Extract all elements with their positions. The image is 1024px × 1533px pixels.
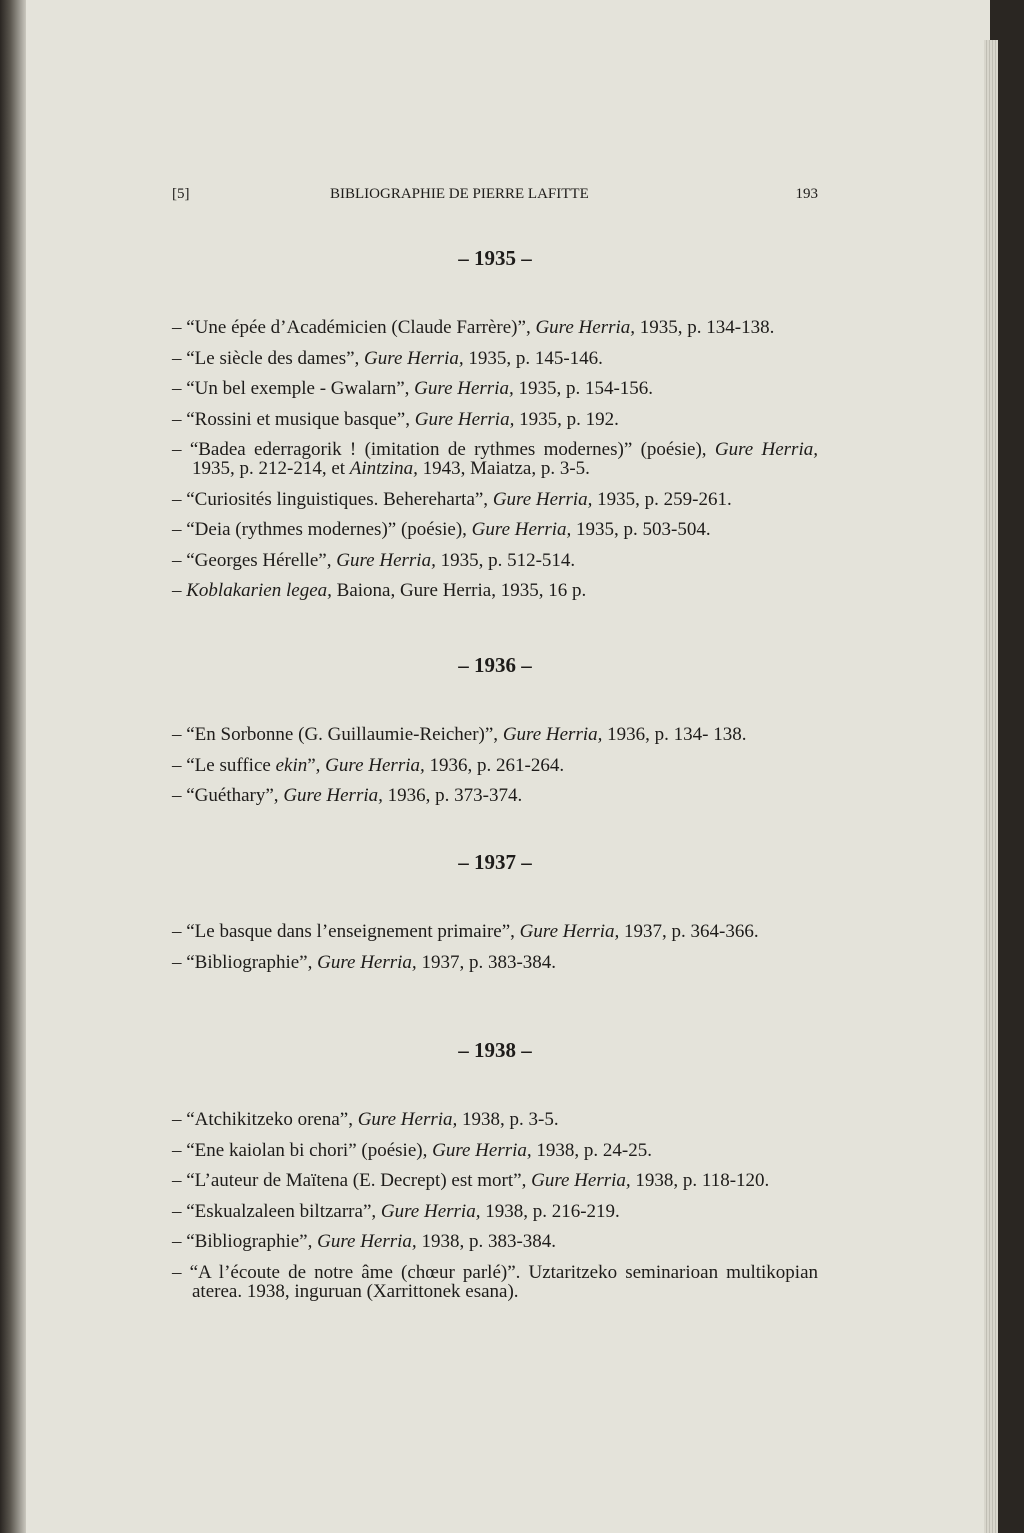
entry-text: – “Le siècle des dames”, (172, 347, 365, 369)
entry-text: 1936, p. 373-374. (382, 785, 523, 806)
entry-text: 1935, p. 259-261. (592, 488, 732, 510)
bibliography-entry (172, 1263, 818, 1301)
entry-italic-text: Gure Herria, (531, 1170, 631, 1191)
entry-italic-text: Koblakarien legea, (186, 580, 332, 601)
bibliography-entry (172, 725, 818, 744)
entry-text: 1938, p. 118-120. (630, 1170, 770, 1191)
entry-italic-text: Gure Herria, (432, 1139, 532, 1161)
bibliography-entry (172, 318, 818, 337)
entry-text: – “Une épée d’Académicien (Claude Farrère)”, (172, 317, 536, 338)
year-heading: – 1935 – (458, 246, 532, 270)
entry-italic-text: Aintzina, (349, 458, 418, 479)
section-1936 (172, 653, 818, 817)
section-1938 (172, 1038, 818, 1312)
entry-text: – “Curiosités linguistiques. Behereharta”, (172, 488, 493, 510)
entry-text: – “Atchikitzeko orena”, (172, 1109, 358, 1130)
entry-italic-text: Gure Herria, (535, 317, 636, 338)
entry-italic-text: Gure Herria, (336, 549, 436, 571)
entry-italic-text: Gure Herria, (714, 439, 818, 460)
bibliography-entry (172, 1110, 818, 1129)
entry-text: – “Guéthary”, (172, 785, 284, 806)
bibliography-entry (172, 349, 818, 368)
entry-italic-text: Gure Herria, (364, 347, 464, 369)
bibliography-entry (172, 1171, 818, 1190)
running-header (172, 186, 818, 208)
entry-italic-text: Gure Herria, (357, 1109, 458, 1130)
entry-text: – “Rossini et musique basque”, (172, 408, 415, 430)
entry-text: 1938, p. 216-219. (480, 1200, 620, 1222)
entry-text: 1943, Maiatza, p. 3-5. (417, 458, 590, 479)
entry-italic-text: Gure Herria, (492, 488, 593, 510)
page-number: 193 (795, 186, 818, 202)
section-1935 (172, 246, 818, 612)
entry-text: ”, (307, 754, 326, 776)
entry-text: 1935, p. 134-138. (635, 317, 775, 338)
entry-text: 1937, p. 383-384. (416, 951, 557, 973)
entry-text: – “Le basque dans l’enseignement primaire”, (172, 921, 520, 942)
year-heading: – 1937 – (458, 850, 532, 874)
entry-text: 1935, p. 512-514. (435, 549, 576, 571)
bibliography-entry (172, 490, 818, 509)
entry-text: – (172, 580, 187, 601)
entry-text: – “A l’écoute de notre âme (chœur parlé)”. Uztaritzeko seminarioan multikopian aterea. 1938, inguruan (Xarrittonek esana). (172, 1261, 818, 1302)
bibliography-entry (172, 520, 818, 539)
bibliography-entry (172, 1141, 818, 1160)
entry-text: – “Bibliographie”, (172, 951, 318, 973)
entry-text: 1935, p. 503-504. (571, 519, 711, 540)
bibliography-entry (172, 410, 818, 429)
entry-italic-text: Gure Herria, (317, 1231, 417, 1252)
entry-text: 1935, p. 154-156. (513, 378, 654, 399)
bibliography-entry (172, 1232, 818, 1251)
entry-text: – “En Sorbonne (G. Guillaumie-Reicher)”, (172, 724, 503, 745)
bibliography-entry (172, 1202, 818, 1221)
entry-text: 1938, p. 24-25. (531, 1139, 652, 1161)
entry-text: 1938, p. 383-384. (416, 1231, 557, 1252)
year-heading: – 1938 – (458, 1038, 532, 1062)
entry-italic-text: Gure Herria, (283, 785, 383, 806)
page-stack-edge (984, 40, 998, 1533)
bibliography-entry (172, 756, 818, 775)
entry-italic-text: Gure Herria, (380, 1200, 481, 1222)
entry-italic-text: Gure Herria, (519, 921, 620, 942)
entry-text: 1938, p. 3-5. (457, 1109, 559, 1130)
bibliography-entry (172, 581, 818, 600)
bibliography-entry (172, 440, 818, 478)
book-gutter (0, 0, 26, 1533)
year-heading: – 1936 – (458, 653, 532, 677)
entry-text: – “Eskualzaleen biltzarra”, (172, 1200, 381, 1222)
entry-italic-text: Gure Herria, (414, 408, 515, 430)
entry-italic-text: Gure Herria, (471, 519, 572, 540)
entry-text: – “Bibliographie”, (172, 1231, 318, 1252)
entry-text: – “Deia (rythmes modernes)” (poésie), (172, 519, 472, 540)
entry-text: 1935, p. 212-214, et (192, 458, 350, 479)
entry-text: 1937, p. 364-366. (619, 921, 759, 942)
bibliography-entry (172, 922, 818, 941)
bibliography-entry (172, 953, 818, 972)
section-number: [5] (172, 186, 190, 202)
entry-italic-text: Gure Herria, (502, 724, 603, 745)
running-title: BIBLIOGRAPHIE DE PIERRE LAFITTE (330, 186, 589, 202)
entry-text: – “Ene kaiolan bi chori” (poésie), (172, 1139, 433, 1161)
entry-text: 1936, p. 261-264. (424, 754, 565, 776)
bibliography-entry (172, 551, 818, 570)
entry-text: 1935, p. 192. (514, 408, 619, 430)
entry-italic-text: Gure Herria, (414, 378, 514, 399)
entry-text: 1935, p. 145-146. (463, 347, 603, 369)
entry-italic-text: Gure Herria, (325, 754, 425, 776)
entry-italic-text: ekin (275, 754, 308, 776)
section-1937 (172, 850, 818, 983)
entry-text: Baiona, Gure Herria, 1935, 16 p. (331, 580, 587, 601)
entry-text: – “Un bel exemple - Gwalarn”, (172, 378, 415, 399)
entry-text: – “Badea ederragorik ! (imitation de rythmes modernes)” (poésie), (172, 439, 715, 460)
entry-italic-text: Gure Herria, (317, 951, 417, 973)
entry-text: 1936, p. 134- 138. (602, 724, 747, 745)
entry-text: – “Le suffice (172, 754, 276, 776)
bibliography-entry (172, 379, 818, 398)
bibliography-entry (172, 786, 818, 805)
entry-text: – “L’auteur de Maïtena (E. Decrept) est mort”, (172, 1170, 532, 1191)
entry-text: – “Georges Hérelle”, (172, 549, 337, 571)
